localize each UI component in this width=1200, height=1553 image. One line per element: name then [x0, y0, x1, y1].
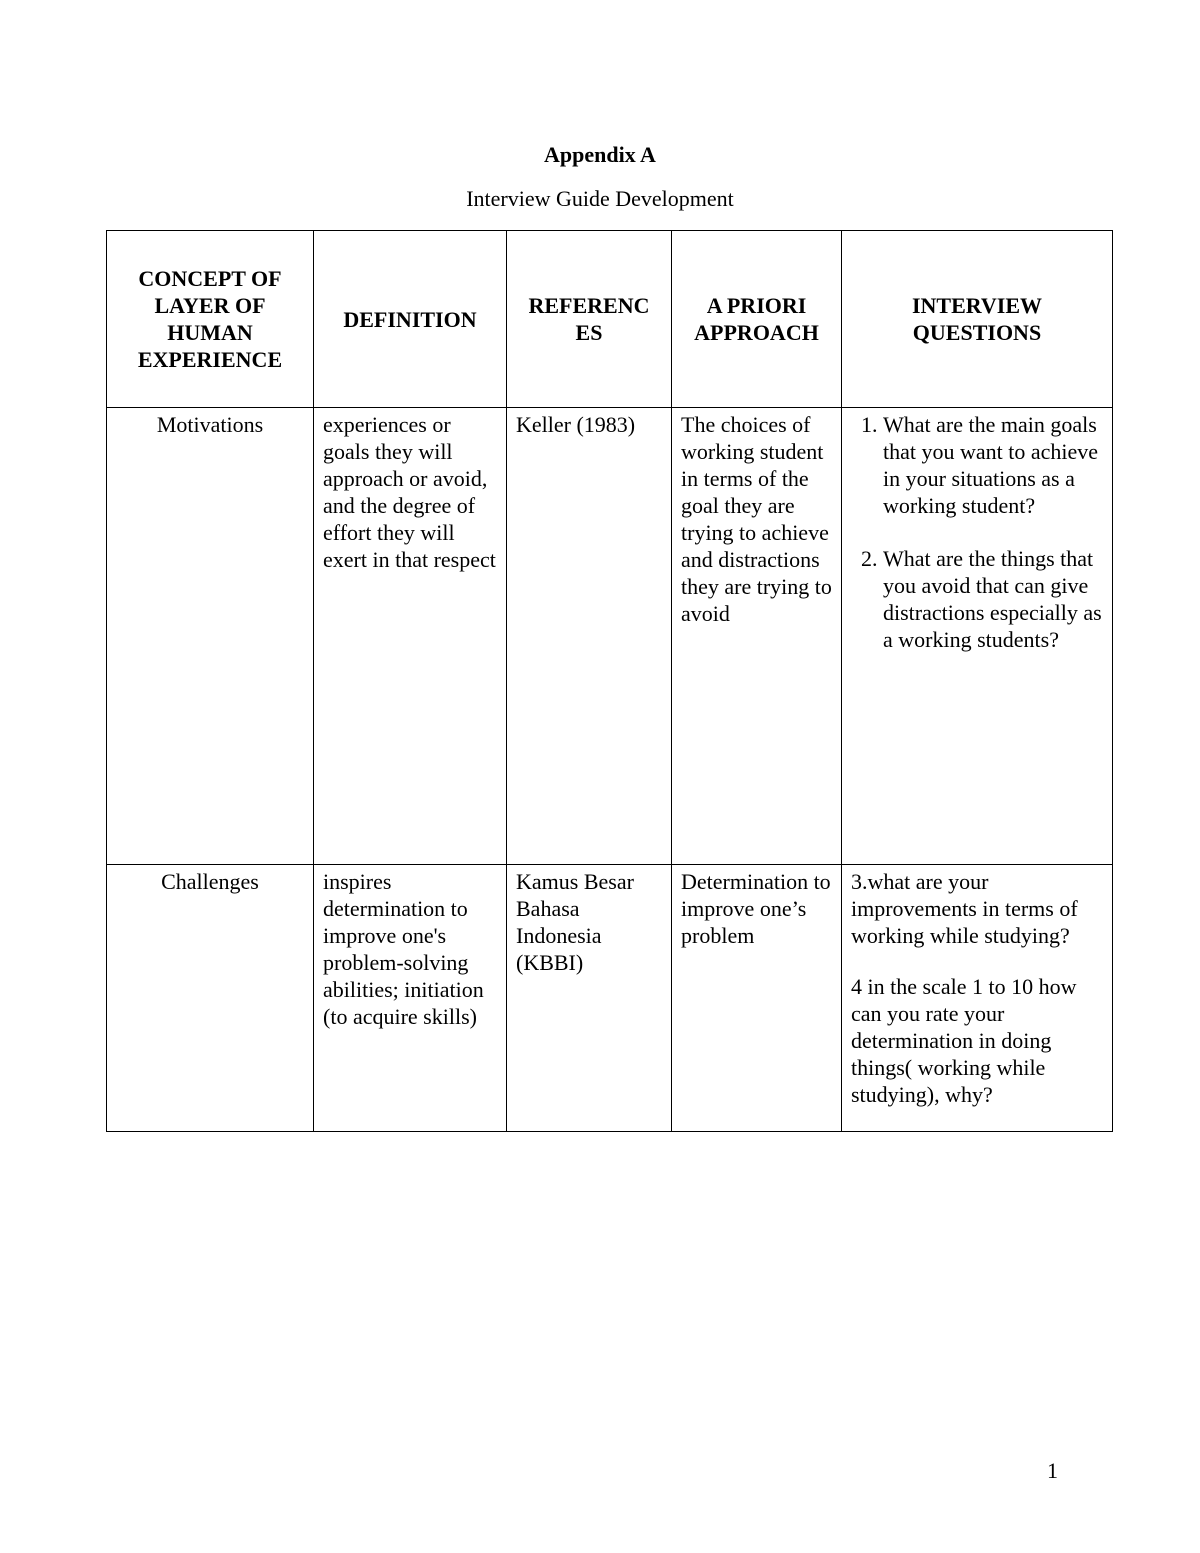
page-number: 1	[1047, 1458, 1058, 1483]
header-interview-questions: INTERVIEW QUESTIONS	[842, 231, 1113, 408]
header-definition: DEFINITION	[314, 231, 507, 408]
cell-questions	[842, 408, 1113, 865]
question-item: 1. What are the main goals that you want to achieve in your situations as a working student?	[883, 411, 1103, 519]
cell-approach: The choices of working student in terms of the goal they are trying to achieve and distractions they are trying to avoid	[672, 408, 842, 865]
header-references: REFERENC ES	[507, 231, 672, 408]
table-row	[107, 408, 1113, 865]
question-item: 2. What are the things that you avoid that can give distractions especially as a working students?	[883, 545, 1103, 653]
question-paragraph: 3.what are your improvements in terms of working while studying?	[851, 869, 1078, 948]
question-paragraph: 4 in the scale 1 to 10 how can you rate your determination in doing things( working while studying), why?	[851, 974, 1077, 1107]
cell-reference: Kamus Besar Bahasa Indonesia (KBBI)	[507, 865, 672, 1132]
cell-questions	[842, 865, 1113, 1132]
header-a-priori-approach: A PRIORI APPROACH	[672, 231, 842, 408]
table-row	[107, 865, 1113, 1132]
header-concept: CONCEPT OF LAYER OF HUMAN EXPERIENCE	[107, 231, 314, 408]
interview-guide-table	[106, 230, 1113, 1132]
cell-concept: Motivations	[107, 408, 314, 865]
cell-definition: experiences or goals they will approach or avoid, and the degree of effort they will exert in that respect	[314, 408, 507, 865]
question-list	[851, 411, 1103, 653]
document-subtitle: Interview Guide Development	[466, 186, 734, 211]
document-title: Appendix A	[544, 142, 656, 167]
cell-approach: Determination to improve one’s problem	[672, 865, 842, 1132]
table-header-row	[107, 231, 1113, 408]
cell-reference: Keller (1983)	[507, 408, 672, 865]
cell-concept: Challenges	[107, 865, 314, 1132]
cell-definition: inspires determination to improve one's problem-solving abilities; initiation (to acquire skills)	[314, 865, 507, 1132]
